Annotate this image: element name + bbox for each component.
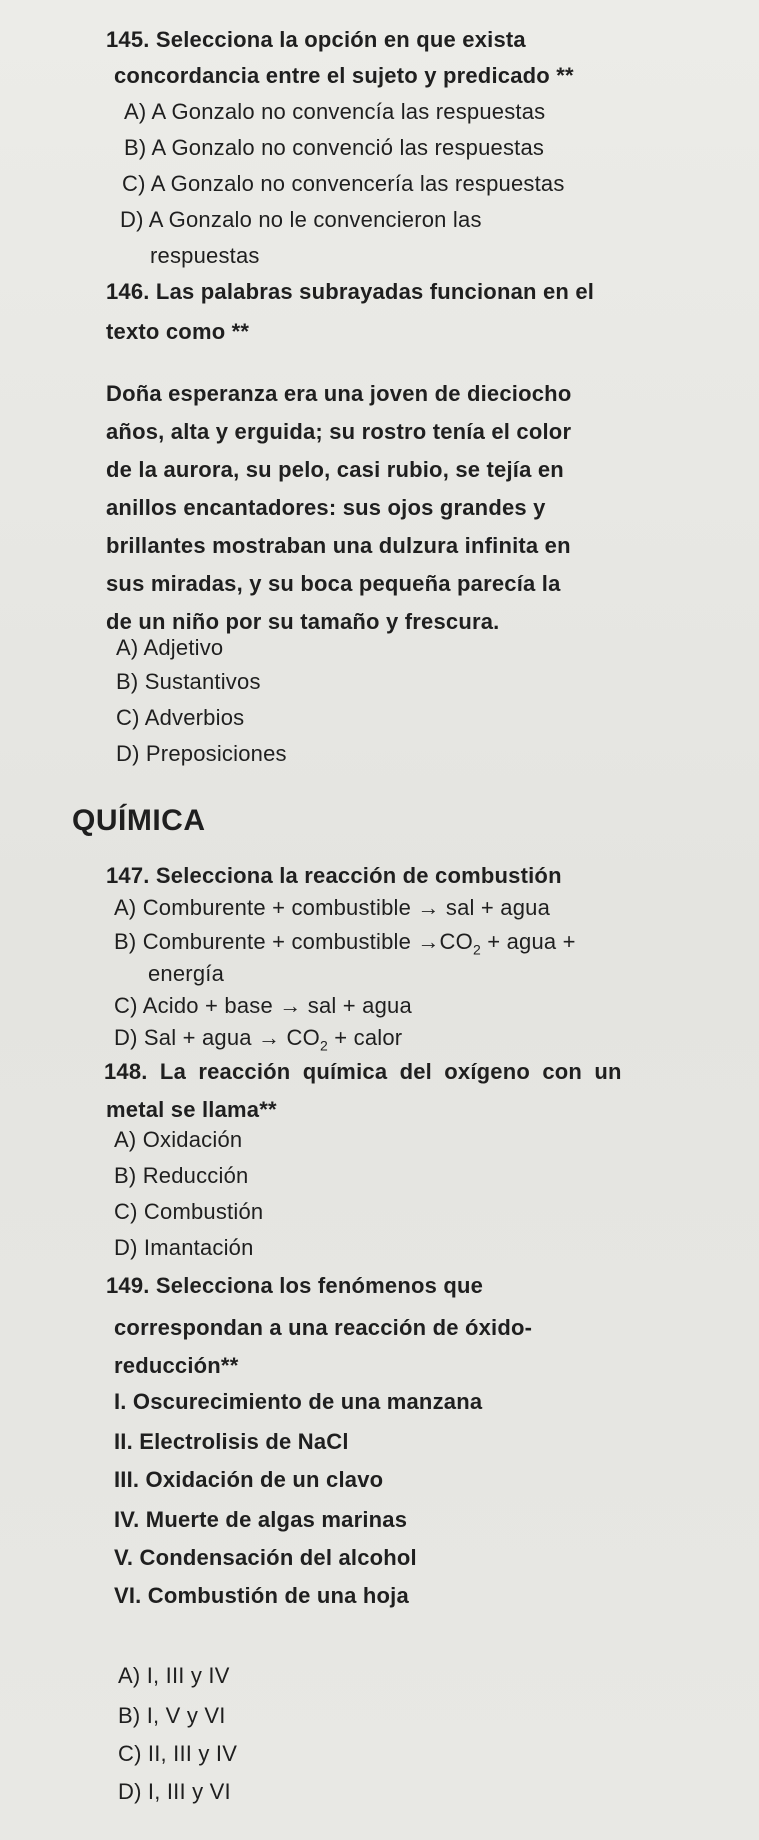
question-147-option-b-text-end: + agua + [480,929,576,954]
statement-i: I. Oscurecimiento de una manzana [114,1389,483,1414]
question-146-option-b: B) Sustantivos [116,669,261,694]
question-145-option-d-cont: respuestas [150,243,260,268]
question-148-option-c: C) Combustión [114,1199,264,1224]
section-title: QUÍMICA [72,804,206,837]
question-147-option-b-subscript: 2 [472,941,481,958]
question-148-option-d: D) Imantación [114,1235,254,1260]
question-148-option-a: A) Oxidación [114,1127,243,1152]
question-149-title-cont-2: reducción** [114,1353,239,1378]
question-149-option-a: A) I, III y IV [118,1663,230,1688]
passage-line-1: Doña esperanza era una joven de dieciocho [106,381,572,406]
question-148-option-b: B) Reducción [114,1163,249,1188]
question-147-title: 147. Selecciona la reacción de combustión [106,863,562,888]
question-148-title: 148. La reacción química del oxígeno con un [104,1059,622,1084]
question-149-option-c: C) II, III y IV [118,1741,238,1766]
question-147-option-d-subscript: 2 [319,1037,328,1054]
question-149-title: 149. Selecciona los fenómenos que [106,1273,484,1298]
statement-ii: II. Electrolisis de NaCl [114,1429,349,1454]
question-149-option-b: B) I, V y VI [118,1703,226,1728]
question-147-option-b [114,928,576,956]
question-145-title: 145. Selecciona la opción en que exista [106,27,526,52]
question-147-option-a: A) Comburente + combustible → sal + agua [114,895,551,920]
question-145-option-c: C) A Gonzalo no convencería las respuestas [122,171,565,196]
statement-iii: III. Oxidación de un clavo [114,1467,384,1492]
question-145-option-d: D) A Gonzalo no le convencieron las [120,207,482,232]
passage-line-6: sus miradas, y su boca pequeña parecía la [106,571,561,596]
question-148-title-cont: metal se llama** [106,1097,277,1122]
passage-line-5: brillantes mostraban una dulzura infinita en [106,533,571,558]
question-145-option-b: B) A Gonzalo no convenció las respuestas [124,135,545,160]
question-145-title-cont: concordancia entre el sujeto y predicado ** [114,63,574,88]
passage-line-2: años, alta y erguida; su rostro tenía el color [106,419,572,444]
passage-line-7: de un niño por su tamaño y frescura. [106,609,500,634]
statement-vi: VI. Combustión de una hoja [114,1583,409,1608]
question-149-option-d: D) I, III y VI [118,1779,231,1804]
statement-iv: IV. Muerte de algas marinas [114,1507,408,1532]
question-149-title-cont: correspondan a una reacción de óxido- [114,1315,533,1340]
question-147-option-c: C) Acido + base → sal + agua [114,993,412,1018]
question-147-option-b-cont: energía [148,961,225,986]
question-146-title: 146. Las palabras subrayadas funcionan en el [106,279,595,304]
passage-line-4: anillos encantadores: sus ojos grandes y [106,495,546,520]
question-147-option-d [114,1024,402,1052]
question-147-option-d-text-end: + calor [327,1025,403,1050]
question-146-option-c: C) Adverbios [116,705,245,730]
question-146-title-cont: texto como ** [106,319,250,344]
passage-line-3: de la aurora, su pelo, casi rubio, se tejía en [106,457,564,482]
question-147-option-d-text: D) Sal + agua → CO [114,1025,320,1050]
question-146-option-d: D) Preposiciones [116,741,287,766]
question-145-option-a: A) A Gonzalo no convencía las respuestas [124,99,546,124]
question-147-option-b-text: B) Comburente + combustible →CO [114,929,473,954]
statement-v: V. Condensación del alcohol [114,1545,417,1570]
question-146-option-a: A) Adjetivo [116,635,224,660]
